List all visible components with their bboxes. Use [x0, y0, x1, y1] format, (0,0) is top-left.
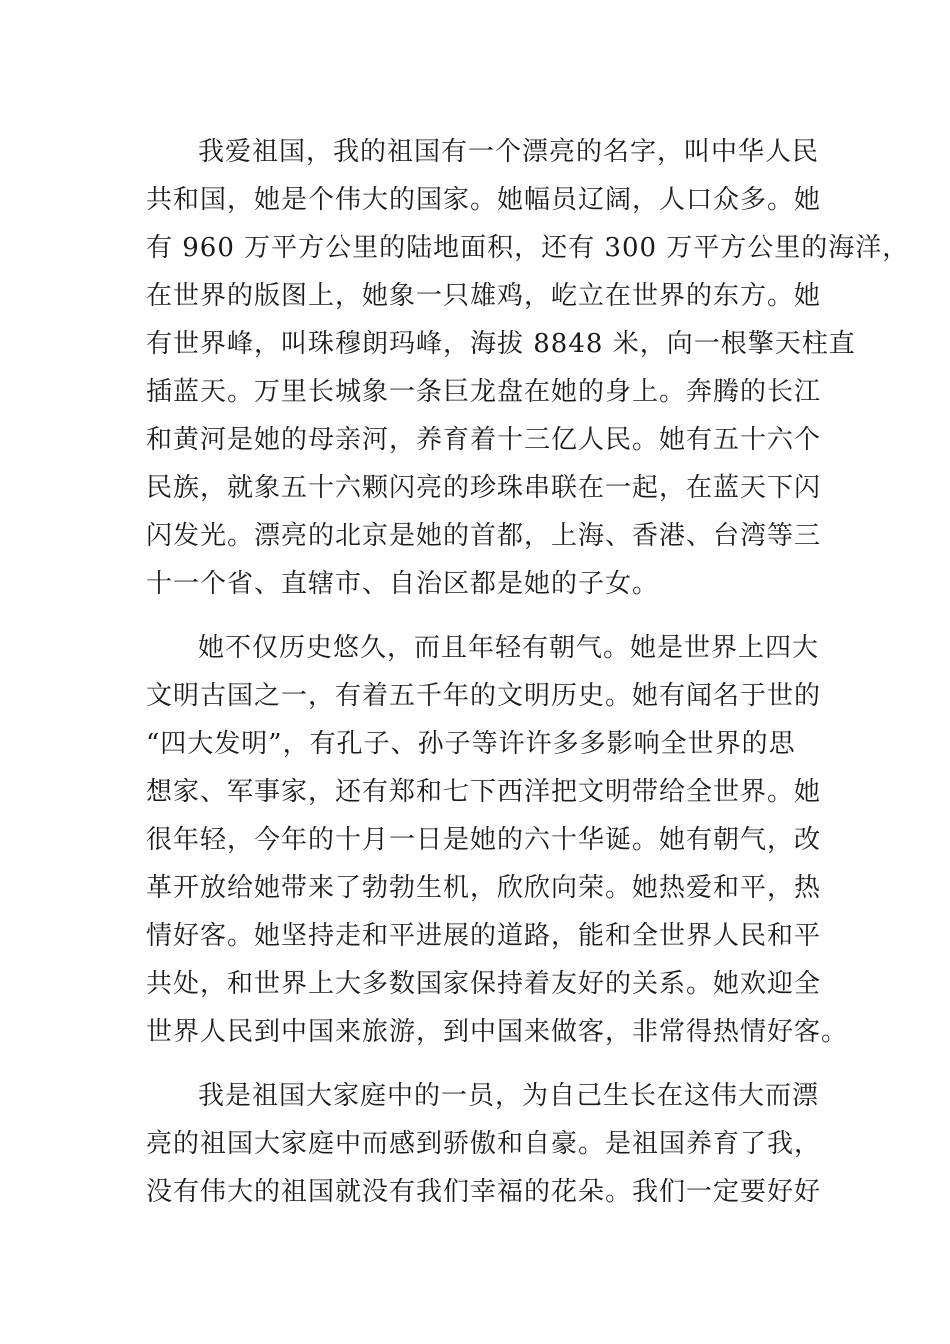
paragraph-2-line-9: 世界人民到中国来旅游，到中国来做客，非常得热情好客。: [146, 1017, 849, 1047]
paragraph-2-line-8: 共处，和世界上大多数国家保持着友好的关系。她欢迎全: [146, 969, 822, 999]
paragraph-1-line-9: 闪发光。漂亮的北京是她的首都，上海、香港、台湾等三: [146, 521, 822, 551]
paragraph-3-line-1: 我是祖国大家庭中的一员，为自己生长在这伟大而漂: [198, 1081, 820, 1111]
paragraph-1-line-10: 十一个省、直辖市、自治区都是她的子女。: [146, 569, 660, 599]
paragraph-2-line-4: 想家、军事家，还有郑和七下西洋把文明带给全世界。她: [146, 777, 822, 807]
paragraph-1-line-8: 民族，就象五十六颗闪亮的珍珠串联在一起，在蓝天下闪: [146, 473, 822, 503]
paragraph-1-line-5: 有世界峰，叫珠穆朗玛峰，海拔 8848 米，向一根擎天柱直: [146, 329, 856, 359]
paragraph-1-line-4: 在世界的版图上，她象一只雄鸡，屹立在世界的东方。她: [146, 281, 822, 311]
paragraph-2-line-2: 文明古国之一，有着五千年的文明历史。她有闻名于世的: [146, 681, 822, 711]
paragraph-2-line-5: 很年轻，今年的十月一日是她的六十华诞。她有朝气，改: [146, 825, 822, 855]
paragraph-3-line-3: 没有伟大的祖国就没有我们幸福的花朵。我们一定要好好: [146, 1177, 822, 1207]
paragraph-1-line-6: 插蓝天。万里长城象一条巨龙盘在她的身上。奔腾的长江: [146, 377, 822, 407]
paragraph-2-line-1: 她不仅历史悠久，而且年轻有朝气。她是世界上四大: [198, 633, 820, 663]
paragraph-1-line-3: 有 960 万平方公里的陆地面积，还有 300 万平方公里的海洋，: [146, 233, 910, 263]
paragraph-2-line-7: 情好客。她坚持走和平进展的道路，能和全世界人民和平: [146, 921, 822, 951]
paragraph-1-line-2: 共和国，她是个伟大的国家。她幅员辽阔，人口众多。她: [146, 185, 822, 215]
paragraph-2-line-3: “四大发明”，有孔子、孙子等许许多多影响全世界的思: [146, 729, 796, 759]
paragraph-1-line-7: 和黄河是她的母亲河，养育着十三亿人民。她有五十六个: [146, 425, 822, 455]
paragraph-2-line-6: 革开放给她带来了勃勃生机，欣欣向荣。她热爱和平，热: [146, 873, 822, 903]
paragraph-1-line-1: 我爱祖国，我的祖国有一个漂亮的名字，叫中华人民: [198, 137, 820, 167]
paragraph-3-line-2: 亮的祖国大家庭中而感到骄傲和自豪。是祖国养育了我，: [146, 1129, 822, 1159]
